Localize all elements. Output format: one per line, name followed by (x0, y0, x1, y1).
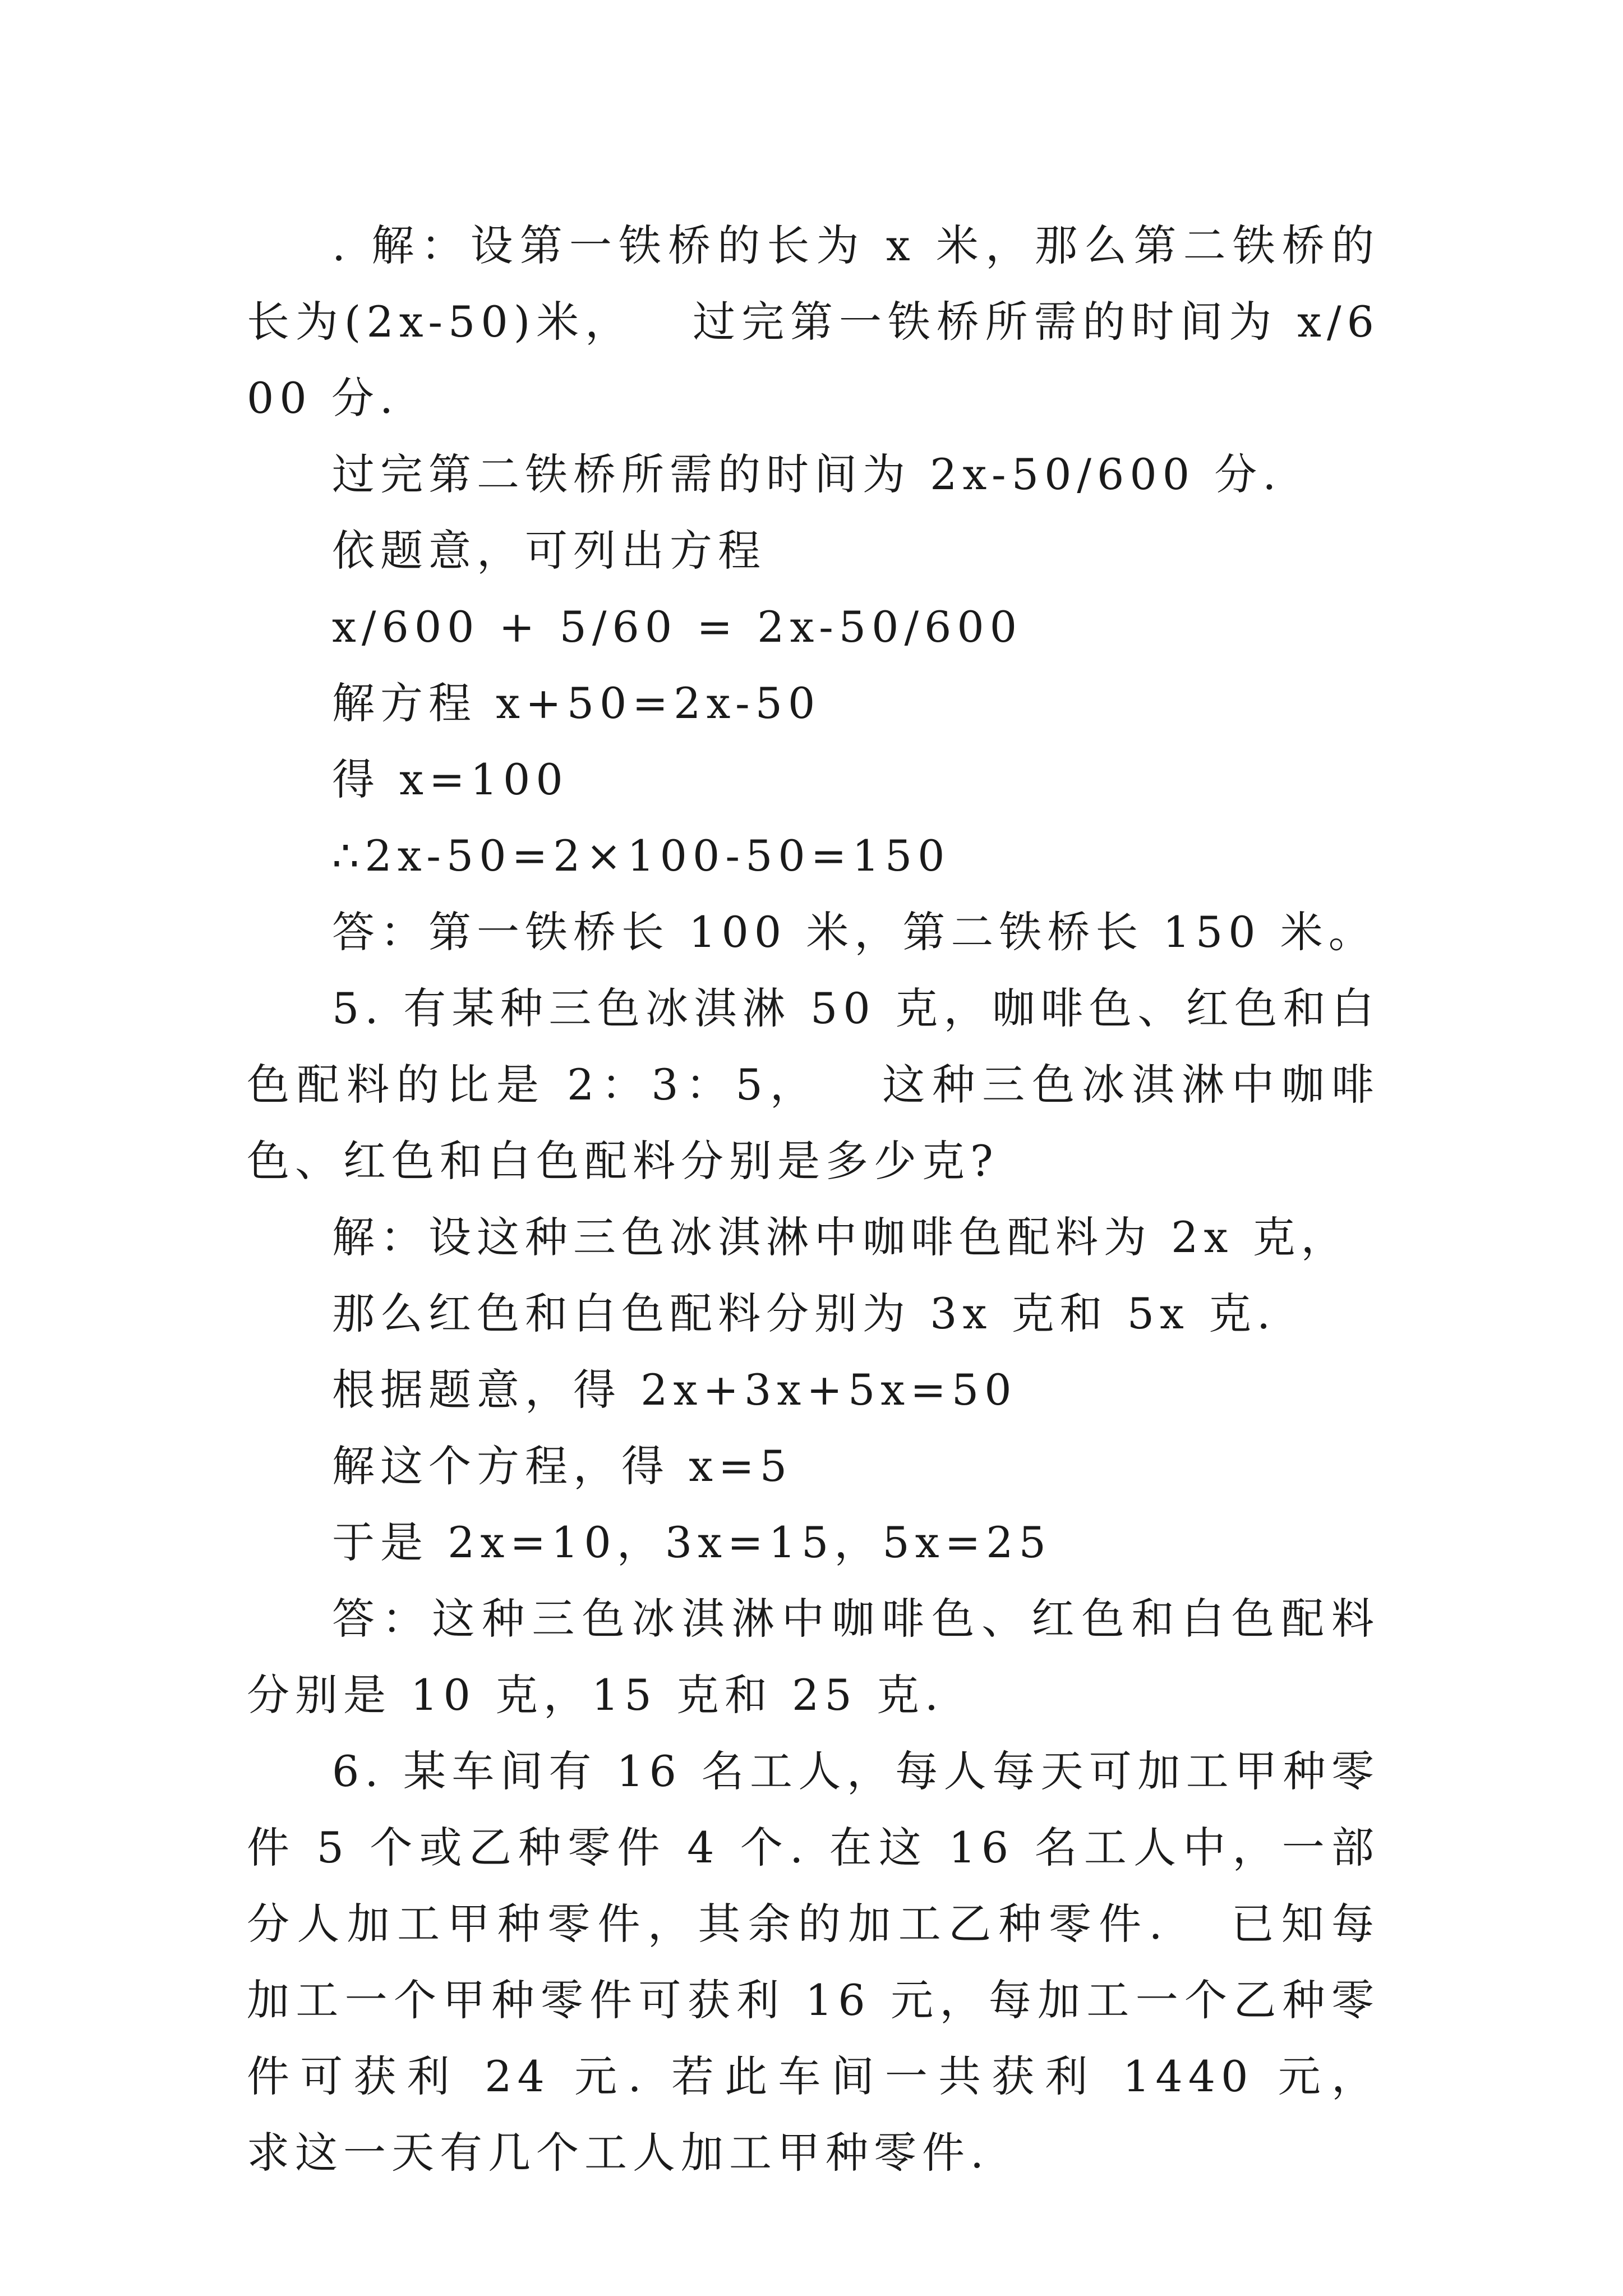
paragraph-bridge-equation-label: 依题意，可列出方程 (332, 526, 766, 576)
paragraph-bridge-time-second: 过完第二铁桥所需的时间为 2x-50/600 分. (332, 449, 1282, 499)
paragraph-icecream-red-white: 那么红色和白色配料分别为 3x 克和 5x 克. (332, 1289, 1276, 1338)
paragraph-problem-5: 5. 有某种三色冰淇淋 50 克，咖啡色、红色和白色配料的比是 2：3：5， 这种三色冰淇淋中咖啡色、红色和白色配料分别是多少克? (247, 983, 1380, 1186)
paragraph-bridge-result-x: 得 x=100 (332, 754, 569, 804)
paragraph-problem-6: 6. 某车间有 16 名工人，每人每天可加工甲种零件 5 个或乙种零件 4 个. 在这 16 名工人中，一部分人加工甲种零件，其余的加工乙种零件. 已知每加工一个甲种零件可获利 16 元，每加工一个乙种零件可获利 24 元. 若此车间一共获利 1440 元， 求这一天有几个工人加工甲种零件. (247, 1746, 1437, 2178)
paragraph-bridge-solution-intro: . 解：设第一铁桥的长为 x 米，那么第二铁桥的长为(2x-50)米， 过完第一铁桥所需的时间为 x/600 分. (247, 220, 1380, 423)
paragraph-bridge-answer: 答：第一铁桥长 100 米，第二铁桥长 150 米。 (332, 907, 1377, 957)
paragraph-bridge-solve: 解方程 x+50=2x-50 (332, 678, 821, 728)
paragraph-icecream-solution-intro: 解：设这种三色冰淇淋中咖啡色配料为 2x 克， (332, 1212, 1349, 1262)
document-body (247, 208, 1437, 2191)
paragraph-icecream-solve: 解这个方程，得 x=5 (332, 1441, 793, 1491)
paragraph-bridge-result-second: ∴2x-50=2×100-50=150 (332, 831, 951, 881)
paragraph-icecream-equation: 根据题意，得 2x+3x+5x=50 (332, 1365, 1017, 1415)
paragraph-icecream-answer: 答：这种三色冰淇淋中咖啡色、红色和白色配料分别是 10 克，15 克和 25 克. (247, 1594, 1380, 1720)
paragraph-icecream-values: 于是 2x=10，3x=15，5x=25 (332, 1517, 1052, 1567)
paragraph-bridge-equation: x/600 + 5/60 = 2x-50/600 (332, 602, 1023, 652)
